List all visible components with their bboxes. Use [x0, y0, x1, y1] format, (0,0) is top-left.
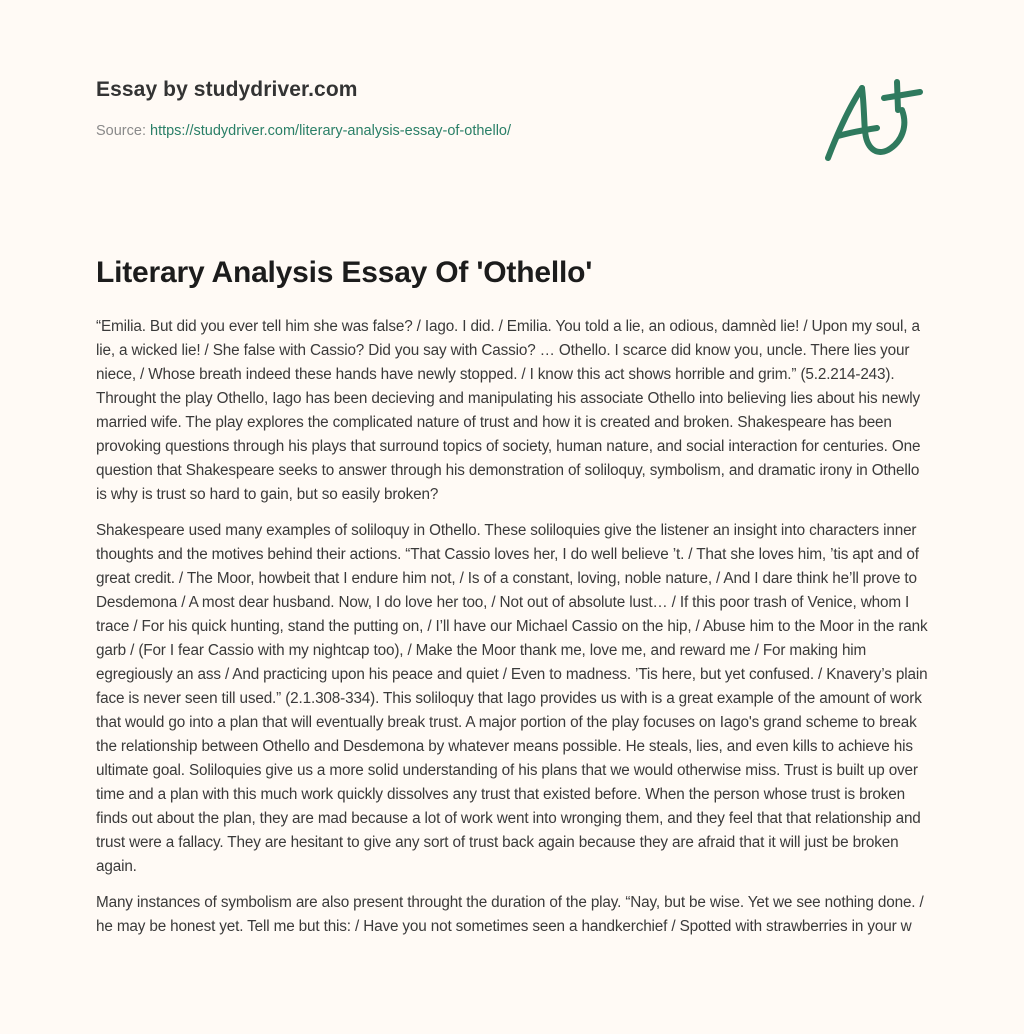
source-line — [96, 121, 796, 141]
essay-title: Literary Analysis Essay Of 'Othello' — [96, 256, 593, 289]
essay-paragraph: “Emilia. But did you ever tell him she was false? / Iago. I did. / Emilia. You told a lie, an odious, damnèd lie! / Upon my soul, a lie, a wicked lie! / She false with Cassio? Did you say with Cassio? … Othello. I scarce did know you, uncle. There lies your niece, / Whose breath indeed these hands have newly stopped. / I know this act shows horrible and grim.” (5.2.214-243). Throught the play Othello, Iago has been decieving and manipulating his associate Othello into believing lies about his newly married wife. The play explores the complicated nature of trust and how it is created and broken. Shakespeare has been provoking questions through his plays that surround topics of society, human nature, and social interaction for centuries. One question that Shakespeare seeks to answer through his demonstration of soliloquy, symbolism, and dramatic irony in Othello is why is trust so hard to gain, but so easily broken? — [96, 318, 921, 503]
site-title: Essay by studydriver.com — [96, 78, 358, 101]
essay-paragraph: Many instances of symbolism are also present throught the duration of the play. “Nay, but be wise. Yet we see nothing done. / he may be honest yet. Tell me but this: / Have you not sometimes seen a handkerchief / Spotted with strawberries in your w — [96, 894, 924, 935]
a-plus-grade-icon — [818, 64, 938, 174]
source-link[interactable]: https://studydriver.com/literary-analysis-essay-of-othello/ — [150, 123, 512, 139]
essay-paragraph: Shakespeare used many examples of soliloquy in Othello. These soliloquies give the listener an insight into characters inner thoughts and the motives behind their actions. “That Cassio loves her, I do well believe ’t. / That she loves him, ’tis apt and of great credit. / The Moor, howbeit that I endure him not, / Is of a constant, loving, noble nature, / And I dare think he’ll prove to Desdemona / A most dear husband. Now, I do love her too, / Not out of absolute lust… / If this poor trash of Venice, whom I trace / For his quick hunting, stand the putting on, / I’ll have our Michael Cassio on the hip, / Abuse him to the Moor in the rank garb / (For I fear Cassio with my nightcap too), / Make the Moor thank me, love me, and reward me / For making him egregiously an ass / And practicing upon his peace and quiet / Even to madness. ’Tis here, but yet confused. / Knavery’s plain face is never seen till used.” (2.1.308-334). This soliloquy that Iago provides us with is a great example of the amount of work that would go into a plan that will eventually break trust. A major portion of the play focuses on Iago's grand scheme to break the relationship between Othello and Desdemona by whatever means possible. He steals, lies, and even kills to achieve his ultimate goal. Soliloquies give us a more solid understanding of his plans that we would otherwise miss. Trust is built up over time and a plan with this much work quickly dissolves any trust that existed before. When the person whose trust is broken finds out about the plan, they are mad because a lot of work went into wronging them, and they feel that that relationship and trust were a fallacy. They are hesitant to give any sort of trust back again because they are afraid that it will just be broken again. — [96, 522, 928, 875]
site-header — [96, 76, 796, 141]
essay-body — [96, 315, 932, 951]
source-label: Source: — [96, 123, 150, 139]
